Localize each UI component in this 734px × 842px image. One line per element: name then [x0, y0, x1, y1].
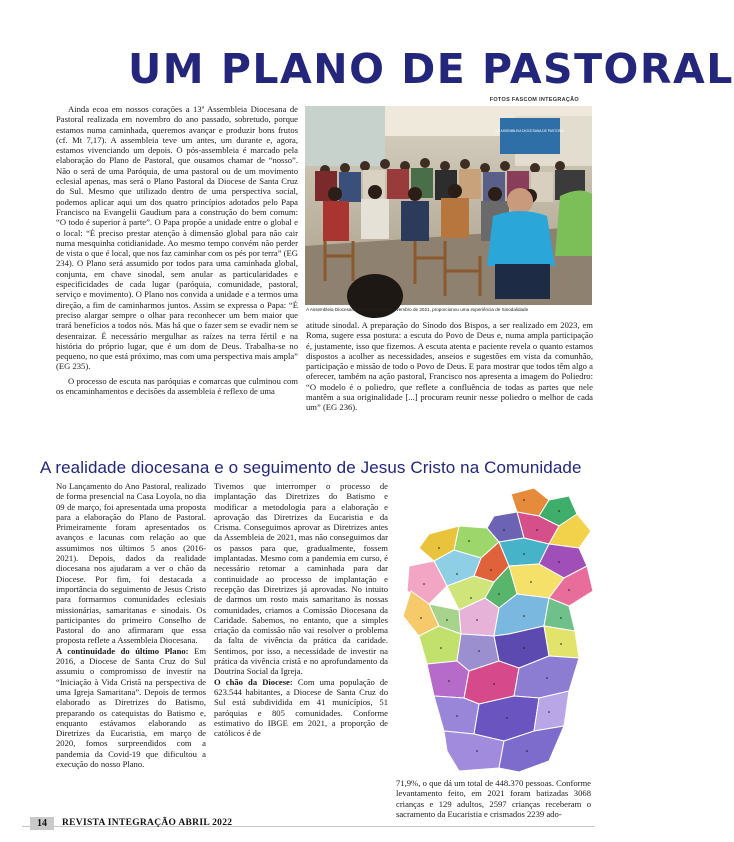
col1-after-lead: Em 2016, a Diocese de Santa Cruz do Sul assumiu o compromisso de investir na “Iniciação à Vida Cristã na perspectiva de uma Igreja Samaritana”. Depois de termos elaborado as Diretrizes do Batismo, preparando os catequistas do Batismo e, enquanto estávamos elaborando as Diretrizes da Eucaristia, em março de 2020, fomos surpreendidos com a pandemia da Covid-19 que dificultou a execução do nosso Plano.: [56, 645, 206, 770]
article-title: UM PLANO DE PASTORAL: [128, 45, 734, 93]
assembly-photo: [305, 106, 592, 305]
magazine-issue: REVISTA INTEGRAÇÃO ABRIL 2022: [62, 818, 233, 828]
col1-paragraph-1: No Lançamento do Ano Pastoral, realizado de forma presencial na Casa Loyola, no dia 09 de março, foi apresentada uma proposta para a elaboração do Plano de Pastoral. Primeiramente foram apresentados os avanços e lacunas com relação ao que assumimos nos últimos 5 anos (2016-2021). Depois, dados da realidade diocesana nos ajudaram a ver o chão da Diocese. Por fim, foi destacada a importância do seguimento de Jesus Cristo para formarmos comunidades eclesiais missionárias, samaritanas e sinodais. Os participantes do primeiro Conselho de Pastoral do ano afirmaram que essa proposta reflete a Assembleia Diocesana.: [56, 481, 206, 646]
photo-caption: A Assembleia Diocesana de Pastoral, em novembro de 2021, proporcionou uma experiência de Sinodalidade: [306, 307, 529, 312]
diocese-map: [399, 486, 595, 776]
photo-credit: FOTOS FASCOM INTEGRAÇÃO: [489, 97, 579, 103]
page-number: 14: [30, 817, 54, 830]
intro-paragraph-2: O processo de escuta nas paróquias e comarcas que culminou com os encaminhamentos e decisões da assembleia é reflexo de uma: [56, 375, 298, 397]
intro-column: [56, 104, 298, 444]
col2-bold-lead: O chão da Diocese:: [214, 676, 293, 687]
col2-paragraph-1: Tivemos que interromper o processo de implantação das Diretrizes do Batismo e modificar a metodologia para a elaboração e aprovação das Diretrizes da Eucaristia e da Crisma. Conseguimos aprovar as Diretrizes antes da Assembleia de 2021, mas não conseguimos dar os passos para que, gradualmente, fossem implantadas. Mesmo com a pandemia em curso, é necessário retomar a caminhada para dar continuidade ao processo de implantação e recepção das Diretrizes já aprovadas. No intuito de darmos um rosto mais samaritano às nossas comunidades, criamos a Comissão Diocesana da Caridade. Sabemos, no entanto, que a simples criação da comissão não vai resolver o problema da falta de vivência da prática da caridade. Sentimos, por isso, a necessidade de investir na prática da vivência cristã e no aprofundamento da Doutrina Social da Igreja.: [214, 481, 388, 677]
col1-bold-lead: A continuidade do último Plano:: [56, 645, 189, 656]
section-subheading: A realidade diocesana e o seguimento de Jesus Cristo na Comunidade: [40, 458, 582, 477]
col1-paragraph-2: [56, 646, 206, 770]
continuation-column: [306, 320, 593, 440]
section-column-1: [56, 481, 206, 831]
col2-paragraph-2: [214, 677, 388, 739]
projection-screen-text: 12ª ASSEMBLEIA DIOCESANA DE PASTORAL: [494, 129, 566, 133]
section-column-2: [214, 481, 388, 831]
continuation-paragraph: atitude sinodal. A preparação do Sínodo dos Bispos, a ser realizado em 2023, em Roma, sugere essa postura: a escuta do Povo de Deus e, numa ampla participação é, justamente, isso que fizemos. A escuta atenta e paciente revela o quanto estamos dispostos a acolher as necessidades, anseios e sugestões em vista da comunhão, participação e missão de todo o Povo de Deus. E para mostrar que todos têm algo a oferecer, também na ação pastoral, Francisco nos apresenta a imagem do Poliedro: “O modelo é o poliedro, que reflete a confluência de todas as partes que nele mantêm a sua originalidade [...] procuram reunir nesse poliedro o melhor de cada um” (EG 236).: [306, 320, 593, 413]
intro-paragraph-1: Ainda ecoa em nossos corações a 13ª Assembleia Diocesana de Pastoral realizada em novembro do ano passado, sobretudo, porque estamos numa caminhada, queremos avançar e produzir bons frutos (cf. Mt 7,17). A assembleia teve um antes, um durante e, agora, estamos vivenciando um depois. O pós-assembleia é marcado pela elaboração do Plano de Pastoral, que ousamos chamar de “nosso”. Não o será de uma Paróquia, de uma pastoral ou de um movimento eclesial apenas, mas será o Plano Pastoral da Diocese de Santa Cruz do Sul. Mesmo que utilizado dentro de uma perspectiva social, podemos aplicar aqui um dos quatro princípios adotados pelo Papa Francisco na Evangelii Gaudium para a construção do bem comum: “O todo é superior à parte”. O Papa propõe a unidade entre o global e o local: “É preciso prestar atenção à dimensão global para não cair numa mesquinha cotidianidade. Ao mesmo tempo convém não perder de vista o que é local, que nos faz caminhar com os pés por terra” (EG 234). O Plano será assumido por todos para uma caminhada global, conjunta, em chave sinodal, sem anular as particularidades e especificidades de cada lugar (paróquia, comunidade, pastoral, serviço e movimento). O Plano nos convida a unidade e a termos uma direção, a fim de caminharmos juntos. Assim se expressa o Papa: “É preciso alargar sempre o olhar para reconhecer um bem maior que trará benefícios a todos nós. Mas há que o fazer sem se evadir nem se desenraizar. É necessário mergulhar as raízes na terra fértil e na história do próprio lugar, que é um dom de Deus. Trabalha-se no pequeno, no que está próximo, mas com uma perspectiva mais ampla” (EG 235).: [56, 104, 298, 372]
col2-after-lead: Com uma população de 623.544 habitantes, a Diocese de Santa Cruz do Sul está subdividida em 41 municípios, 51 paróquias e 805 comunidades. Conforme estimativo do IBGE em 2021, a proporção de católicos é de: [214, 676, 388, 739]
projection-screen: [500, 118, 560, 154]
col3-paragraph: 71,9%, o que dá um total de 448.370 pessoas. Conforme levantamento feito, em 2021 foram batizadas 3068 crianças e 129 adultos, 2597 crianças receberam o sacramento da Eucaristia e crismados 2239 ado-: [396, 778, 591, 819]
